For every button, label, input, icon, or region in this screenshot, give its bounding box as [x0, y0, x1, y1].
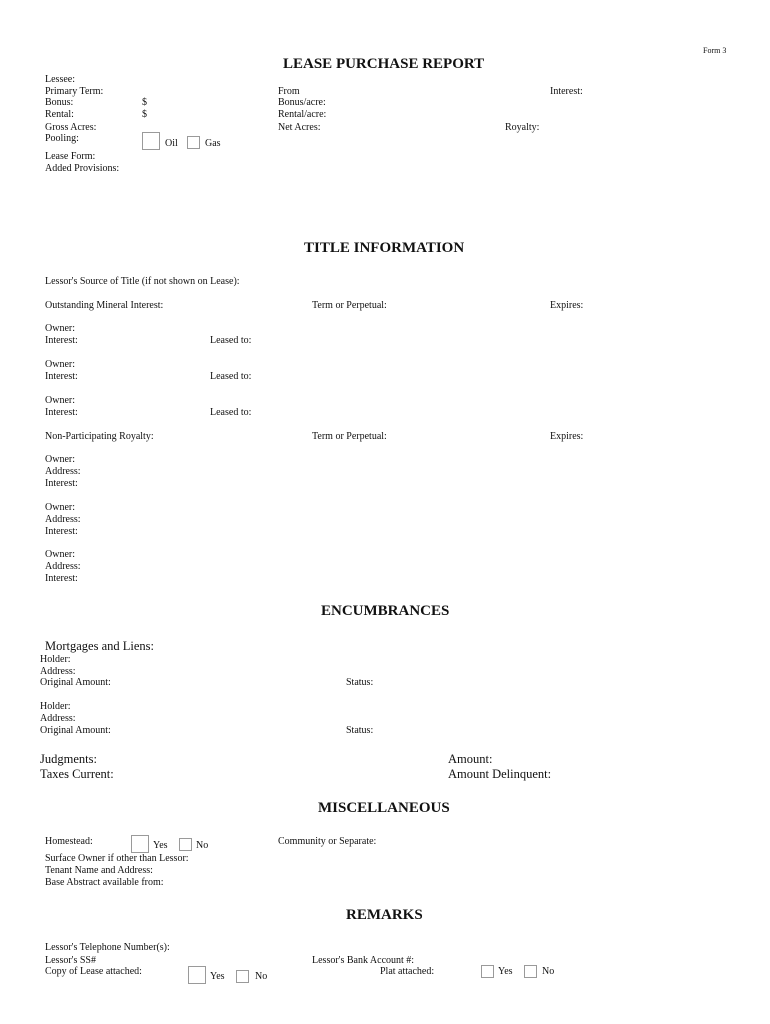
lessor-telephone-label: Lessor's Telephone Number(s): [45, 942, 170, 953]
term-perpetual-label: Term or Perpetual: [312, 300, 387, 311]
royalty-label: Royalty: [505, 122, 540, 133]
bonus-label: Bonus: [45, 97, 74, 108]
interest-label: Interest: [45, 407, 78, 418]
outstanding-mineral-label: Outstanding Mineral Interest: [45, 300, 164, 311]
expires-label: Expires: [550, 300, 584, 311]
homestead-yes-checkbox[interactable] [131, 835, 149, 853]
pooling-label: Pooling: [45, 133, 79, 144]
mortgages-liens-label: Mortgages and Liens: [45, 639, 155, 653]
holder-label: Holder: [40, 654, 71, 665]
community-separate-label: Community or Separate: [278, 836, 377, 847]
copy-lease-yes-checkbox[interactable] [188, 966, 206, 984]
leased-to-label: Leased to: [210, 335, 252, 346]
net-acres-label: Net Acres: [278, 122, 321, 133]
judgments-label: Judgments: [40, 752, 97, 766]
encumbrances-heading: ENCUMBRANCES [321, 603, 450, 619]
owner-label: Owner: [45, 502, 75, 513]
original-amount-label: Original Amount: [40, 677, 111, 688]
pooling-oil-checkbox[interactable] [142, 132, 160, 150]
yes-label: Yes [153, 840, 168, 851]
interest-label: Interest: [45, 526, 78, 537]
yes-label: Yes [210, 971, 225, 982]
owner-label: Owner: [45, 395, 75, 406]
npr-label: Non-Participating Royalty: [45, 431, 154, 442]
owner-label: Owner: [45, 323, 75, 334]
plat-attached-label: Plat attached: [380, 966, 435, 977]
interest-label: Interest: [550, 86, 583, 97]
address-label: Address: [40, 666, 76, 677]
lessor-ss-label: Lessor's SS# [45, 955, 96, 966]
plat-yes-checkbox[interactable] [481, 965, 494, 978]
term-perpetual-label: Term or Perpetual: [312, 431, 387, 442]
page-title: LEASE PURCHASE REPORT [283, 56, 485, 72]
oil-label: Oil [165, 138, 178, 149]
no-label: No [255, 971, 268, 982]
lease-form-label: Lease Form: [45, 151, 96, 162]
owner-label: Owner: [45, 359, 75, 370]
interest-label: Interest: [45, 573, 78, 584]
interest-label: Interest: [45, 371, 78, 382]
form-label: Form 3 [703, 46, 727, 55]
address-label: Address: [45, 561, 81, 572]
lessor-bank-label: Lessor's Bank Account #: [312, 955, 415, 966]
plat-no-checkbox[interactable] [524, 965, 537, 978]
taxes-current-label: Taxes Current: [40, 767, 114, 781]
gas-label: Gas [205, 138, 221, 149]
rental-label: Rental: [45, 109, 74, 120]
leased-to-label: Leased to: [210, 371, 252, 382]
bonus-dollar: $ [142, 97, 147, 108]
owner-label: Owner: [45, 549, 75, 560]
primary-term-label: Primary Term: [45, 86, 104, 97]
status-label: Status: [346, 677, 374, 688]
remarks-heading: REMARKS [346, 907, 423, 923]
amount-label: Amount: [448, 752, 493, 766]
title-information-heading: TITLE INFORMATION [304, 240, 465, 256]
from-label: From [278, 86, 300, 97]
surface-owner-label: Surface Owner if other than Lessor: [45, 853, 189, 864]
copy-lease-no-checkbox[interactable] [236, 970, 249, 983]
rental-dollar: $ [142, 109, 147, 120]
leased-to-label: Leased to: [210, 407, 252, 418]
address-label: Address: [45, 514, 81, 525]
no-label: No [542, 966, 555, 977]
copy-lease-label: Copy of Lease attached: [45, 966, 142, 977]
miscellaneous-heading: MISCELLANEOUS [318, 800, 450, 816]
interest-label: Interest: [45, 335, 78, 346]
rental-acre-label: Rental/acre: [278, 109, 327, 120]
yes-label: Yes [498, 966, 513, 977]
tenant-name-label: Tenant Name and Address: [45, 865, 153, 876]
amount-delinquent-label: Amount Delinquent: [448, 767, 552, 781]
status-label: Status: [346, 725, 374, 736]
owner-label: Owner: [45, 454, 75, 465]
bonus-acre-label: Bonus/acre: [278, 97, 326, 108]
lessee-label: Lessee: [45, 74, 75, 85]
source-of-title-label: Lessor's Source of Title (if not shown on Lease): [45, 276, 240, 287]
address-label: Address: [40, 713, 76, 724]
homestead-no-checkbox[interactable] [179, 838, 192, 851]
added-provisions-label: Added Provisions: [45, 163, 120, 174]
base-abstract-label: Base Abstract available from: [45, 877, 164, 888]
original-amount-label: Original Amount: [40, 725, 111, 736]
no-label: No [196, 840, 209, 851]
interest-label: Interest: [45, 478, 78, 489]
homestead-label: Homestead: [45, 836, 93, 847]
expires-label: Expires: [550, 431, 584, 442]
pooling-gas-checkbox[interactable] [187, 136, 200, 149]
address-label: Address: [45, 466, 81, 477]
gross-acres-label: Gross Acres: [45, 122, 97, 133]
holder-label: Holder: [40, 701, 71, 712]
